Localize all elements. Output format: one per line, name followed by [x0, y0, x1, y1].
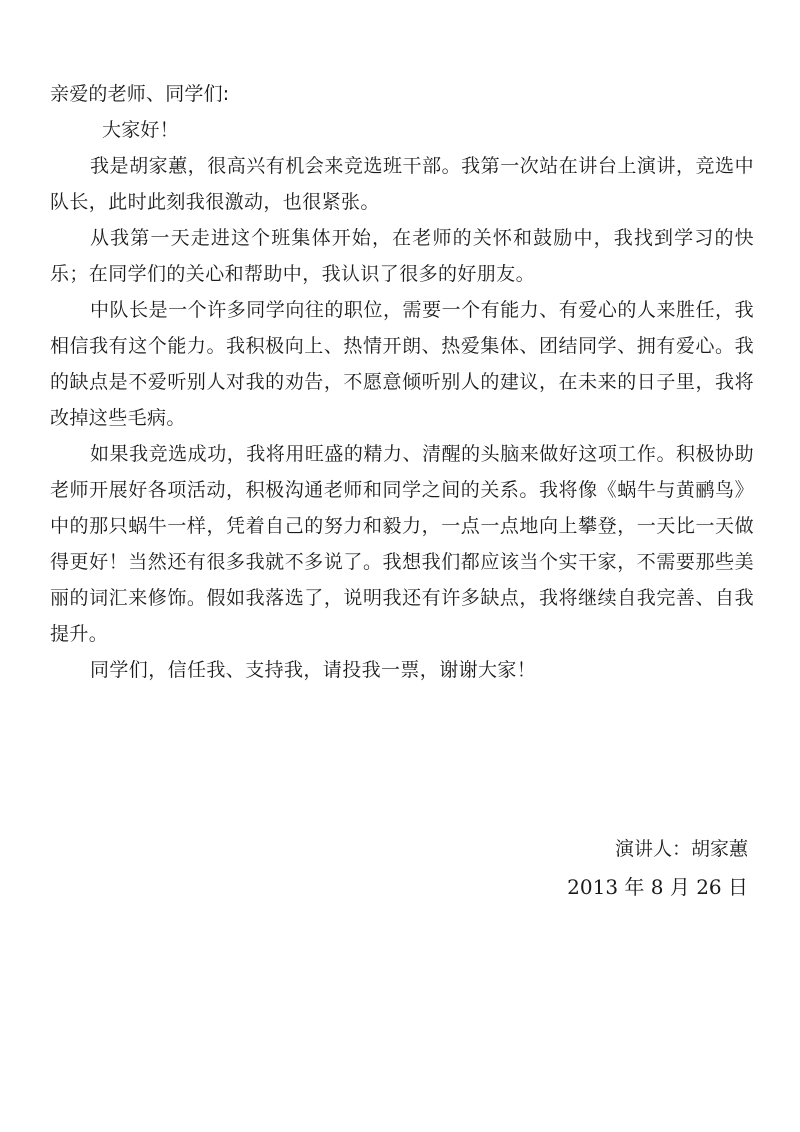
- speaker-signature: 演讲人：胡家蕙: [614, 838, 748, 860]
- paragraph-2: [50, 220, 754, 292]
- salutation: 亲爱的老师、同学们:: [50, 83, 230, 105]
- paragraph-4-text: 如果我竞选成功，我将用旺盛的精力、清醒的头脑来做好这项工作。积极协助老师开展好各项活动，积极沟通老师和同学之间的关系。我将像《蜗牛与黄鹂鸟》中的那只蜗牛一样，凭着自己的努力和毅力，一点一点地向上攀登，一天比一天做得更好！当然还有很多我就不多说了。我想我们都应该当个实干家，不需要那些美丽的词汇来修饰。假如我落选了，说明我还有许多缺点，我将继续自我完善、自我提升。: [50, 443, 754, 645]
- signature-block: [567, 832, 748, 908]
- paragraph-5-text: 同学们，信任我、支持我，请投我一票，谢谢大家！: [90, 659, 537, 681]
- paragraph-1: [50, 148, 754, 220]
- paragraph-3: [50, 292, 754, 436]
- paragraph-3-text: 中队长是一个许多同学向往的职位，需要一个有能力、有爱心的人来胜任，我相信我有这个能力。我积极向上、热情开朗、热爱集体、团结同学、拥有爱心。我的缺点是不爱听别人对我的劝告，不愿意倾听别人的建议，在未来的日子里，我将改掉这些毛病。: [50, 299, 754, 429]
- greeting: 大家好！: [102, 119, 179, 141]
- paragraph-5: [50, 652, 754, 688]
- speech-date: 2013 年 8 月 26 日: [567, 875, 748, 899]
- paragraph-2-text: 从我第一天走进这个班集体开始，在老师的关怀和鼓励中，我找到学习的快乐；在同学们的关心和帮助中，我认识了很多的好朋友。: [50, 227, 754, 285]
- paragraph-1-text: 我是胡家蕙，很高兴有机会来竞选班干部。我第一次站在讲台上演讲，竞选中队长，此时此刻我很激动，也很紧张。: [50, 155, 754, 213]
- paragraph-4: [50, 436, 754, 652]
- speech-document: [50, 76, 754, 688]
